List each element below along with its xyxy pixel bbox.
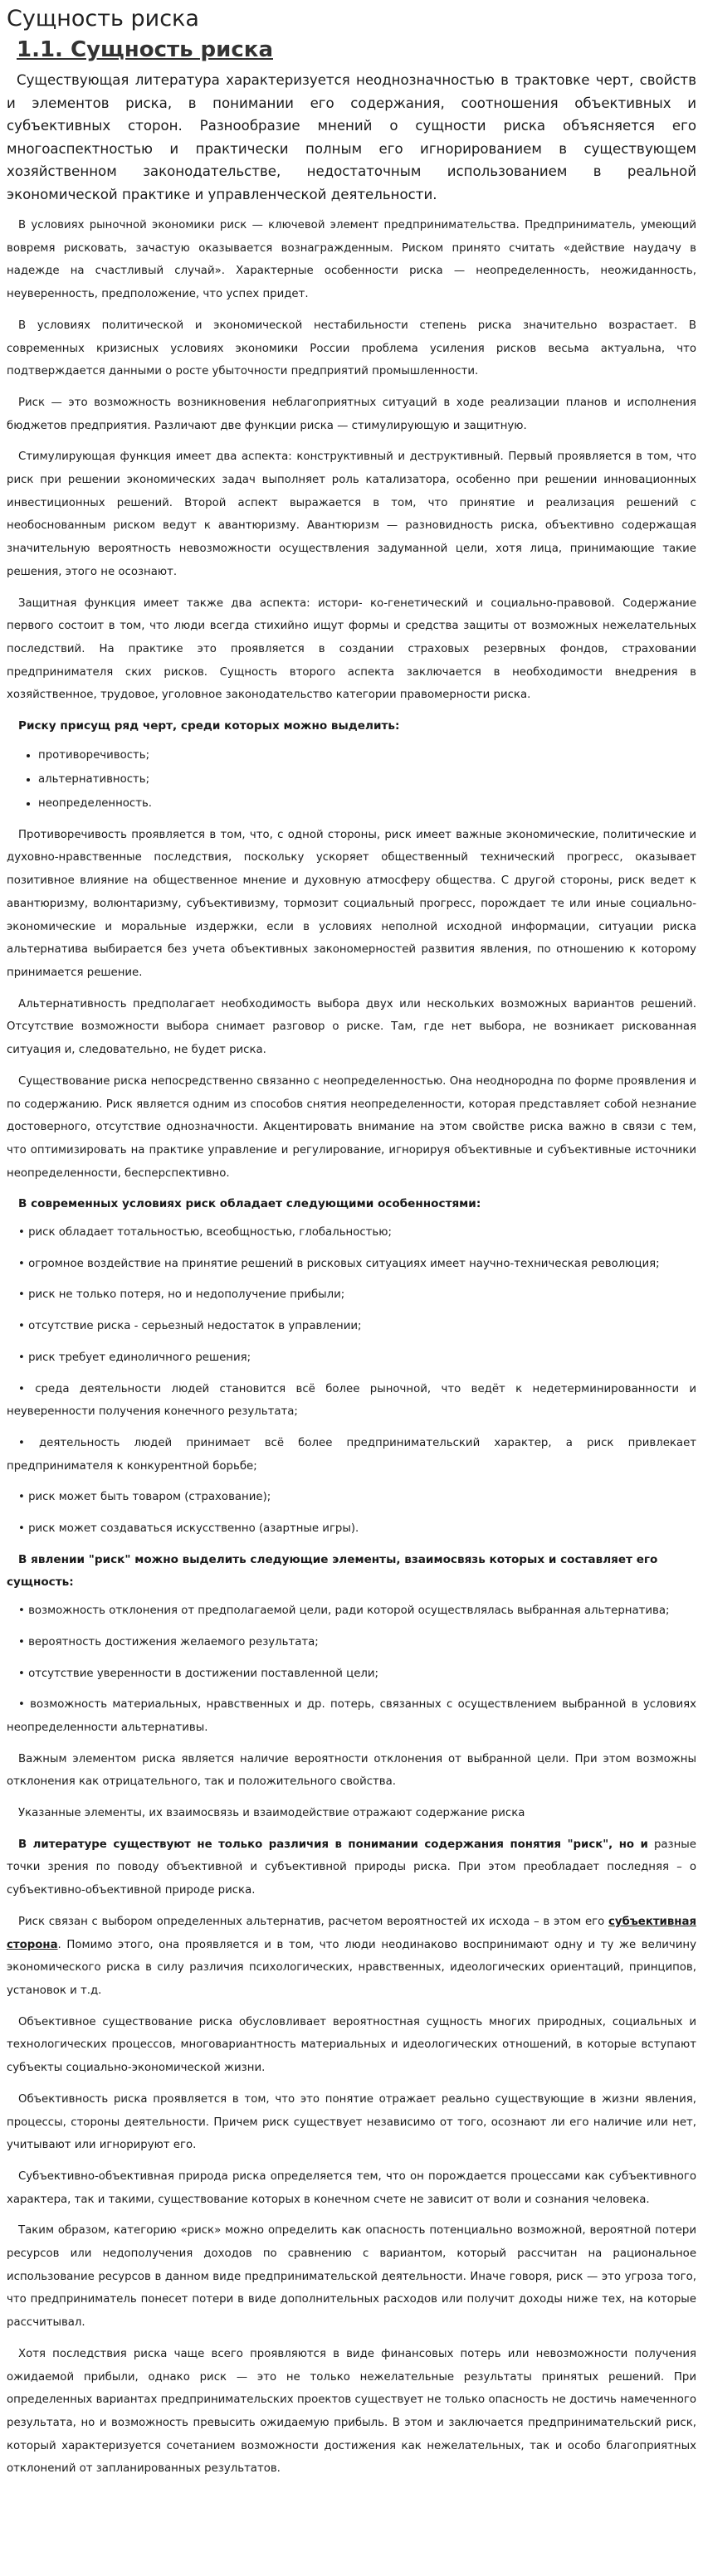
list-item: • риск обладает тотальностью, всеобщностью, глобальностью; — [18, 1226, 392, 1239]
text-run: разные точки зрения по поводу объективной и субъективной природы риска. При этом преобладает последняя – о субъективно-объективной природе риска. — [7, 1838, 696, 1897]
paragraph-dual-nature — [7, 1833, 696, 1902]
list-item: • риск требует единоличного решения; — [18, 1351, 251, 1364]
paragraph: Противоречивость проявляется в том, что, с одной стороны, риск имеет важные экономические, политические и духовно-нравственные последствия, поскольку ускоряет общественный технический прогресс, оказывает позитивное влияние на общественное мнение и духовную атмосферу общества. С другой стороны, риск ведет к авантюризму, волюнтаризму, субъективизму, тормозит социальный прогресс, порождает те или иные социально-экономические и моральные издержки, если в условиях неполной исходной информации, ситуации риска альтернатива выбирается без учета объективных закономерностей развития явления, по отношению к которому принимается решение. — [7, 828, 696, 979]
elements-heading: В явлении "риск" можно выделить следующие элементы, взаимосвязь которых и составляет его сущность: — [7, 1552, 658, 1590]
paragraph: Важным элементом риска является наличие вероятности отклонения от выбранной цели. При этом возможны отклонения как отрицательного, так и положительного свойства. — [7, 1752, 696, 1789]
list-item: • отсутствие риска - серьезный недостаток в управлении; — [18, 1320, 362, 1333]
paragraph: Защитная функция имеет также два аспекта: истори- ко-генетический и социально-правовой. Содержание первого состоит в том, что люди всегда стихийно ищут формы и средства защиты от возможных нежелательных последствий. На практике это проявляется в создании страховых резервных фондов, страховании предпринимателя ских рисков. Сущность второго аспекта заключается в необходимости внедрения в хозяйственное, трудовое, уголовное законодательство категории правомерности риска. — [7, 597, 696, 702]
text-run: . Помимо этого, она проявляется и в том, что люди неодинаково воспринимают одну и ту же величину экономического риска в силу различия психологических, нравственных, идеологических ориентаций, принципов, установок и т.д. — [7, 1938, 696, 1997]
list-item: • риск может создаваться искусственно (азартные игры). — [18, 1522, 359, 1536]
document-title: Сущность риска — [7, 6, 199, 32]
list-item: • альтернативность; — [38, 767, 696, 791]
list-item: • неопределенность. — [38, 791, 696, 816]
list-item: • среда деятельности людей становится всё более рыночной, что ведёт к недетерминированности и неуверенности получения конечного результата; — [7, 1382, 696, 1419]
list-item: • риск может быть товаром (страхование); — [18, 1491, 271, 1504]
features-list — [7, 743, 696, 816]
features-heading: Риску присущ ряд черт, среди которых можно выделить: — [18, 719, 400, 733]
list-item: • противоречивость; — [38, 743, 696, 767]
lead-paragraph: Существующая литература характеризуется неоднозначностью в трактовке черт, свойств и элементов риска, в понимании его содержания, соотношения объективных и субъективных сторон. Разнообразие мнений о сущности риска объясняется его многоаспектностью и практически полным его игнорированием в существующем хозяйственном законодательстве, недостаточным использованием в реальной экономической практике и управленческой деятельности. — [7, 72, 696, 202]
list-item: • возможность отклонения от предполагаемой цели, ради которой осуществлялась выбранная альтернатива; — [18, 1605, 670, 1618]
paragraph: В условиях политической и экономической нестабильности степень риска значительно возрастает. В современных кризисных условиях экономики России проблема усиления рисков весьма актуальна, что подтверждается данными о росте убыточности предприятий промышленности. — [7, 319, 696, 378]
list-item: • вероятность достижения желаемого результата; — [18, 1635, 319, 1648]
paragraph: В условиях рыночной экономики риск — ключевой элемент предпринимательства. Предприниматель, умеющий вовремя рисковать, зачастую оказывается вознагражденным. Риском принято считать «действие наудачу в надежде на счастливый случай». Характерные особенности риска — неопределенность, неожиданность, неуверенность, предположение, что успех придет. — [7, 219, 696, 301]
paragraph: Стимулирующая функция имеет два аспекта: конструктивный и деструктивный. Первый проявляется в том, что риск при решении экономических задач выполняет роль катализатора, особенно при решении инновационных инвестиционных решений. Второй аспект выражается в том, что принятие и реализация решений с необоснованным риском ведут к авантюризму. Авантюризм — разновидность риска, объективно содержащая значительную вероятность невозможности осуществления задуманной цели, хотя лица, принимающие такие решения, этого не осознают. — [7, 450, 696, 578]
paragraph: Альтернативность предполагает необходимость выбора двух или нескольких возможных вариантов решений. Отсутствие возможности выбора снимает разговор о риске. Там, где нет выбора, не возникает рискованная ситуация и, следовательно, не будет риска. — [7, 997, 696, 1057]
paragraph: Субъективно-объективная природа риска определяется тем, что он порождается процессами как субъективного характера, так и такими, существование которых в конечном счете не зависит от воли и сознания человека. — [7, 2169, 696, 2206]
list-item: • деятельность людей принимает всё более предпринимательский характер, а риск привлекает предпринимателя к конкурентной борьбе; — [7, 1436, 696, 1473]
paragraph: Объективное существование риска обусловливает вероятностная сущность многих природных, социальных и технологических процессов, многовариантность материальных и идеологических отношений, в которые вступают субъекты социально-экономической жизни. — [7, 2015, 696, 2075]
paragraph: Существование риска непосредственно связанно с неопределенностью. Она неоднородна по форме проявления и по содержанию. Риск является одним из способов снятия неопределенности, которая представляет собой незнание достоверного, отсутствие однозначности. Акцентировать внимание на этом свойстве риска важно в связи с тем, что оптимизировать на практике управление и регулирование, игнорируя объективные и субъективные источники неопределенности, бесперспективно. — [7, 1074, 696, 1180]
bold-lead: В литературе существуют не только различия в понимании содержания понятия "риск", но и — [18, 1838, 648, 1851]
paragraph: Объективность риска проявляется в том, что это понятие отражает реально существующие в жизни явления, процессы, стороны деятельности. Причем риск существует независимо от того, осознают ли его наличие или нет, учитывают или игнорируют его. — [7, 2092, 696, 2152]
paragraph: Хотя последствия риска чаще всего проявляются в виде финансовых потерь или невозможности получения ожидаемой прибыли, однако риск — это не только нежелательные результаты принятых решений. При определенных вариантах предпринимательских проектов существует не только опасность не достичь намеченного результата, но и возможность превысить ожидаемую прибыль. В этом и заключается предпринимательский риск, который характеризуется сочетанием возможности достижения как нежелательных, так и особо благоприятных отклонений от запланированных результатов. — [7, 2347, 696, 2476]
list-item: • риск не только потеря, но и недополучение прибыли; — [18, 1288, 345, 1302]
key-term: субъективная сторона — [7, 1915, 696, 1951]
text-run: Риск связан с выбором определенных альтернатив, расчетом вероятностей их исхода – в этом его — [18, 1915, 608, 1928]
paragraph: Риск — это возможность возникновения неблагоприятных ситуаций в ходе реализации планов и исполнения бюджетов предприятия. Различают две функции риска — стимулирующую и защитную. — [7, 396, 696, 432]
paragraph-subjective — [7, 1911, 696, 2003]
list-item: • возможность материальных, нравственных и др. потерь, связанных с осуществлением выбранной в условиях неопределенности альтернативы. — [7, 1698, 696, 1734]
modern-features-heading: В современных условиях риск обладает следующими особенностями: — [18, 1197, 481, 1211]
list-item: • отсутствие уверенности в достижении поставленной цели; — [18, 1667, 379, 1680]
paragraph: Указанные элементы, их взаимосвязь и взаимодействие отражают содержание риска — [18, 1807, 525, 1820]
list-item: • огромное воздействие на принятие решений в рисковых ситуациях имеет научно-техническая революция; — [18, 1257, 660, 1270]
section-title: 1.1. Сущность риска — [17, 37, 273, 62]
paragraph: Таким образом, категорию «риск» можно определить как опасность потенциально возможной, вероятной потери ресурсов или недополучения доходов по сравнению с вариантом, который рассчитан на рациональное использование ресурсов в данном виде предпринимательской деятельности. Иначе говоря, риск — это угроза того, что предприниматель понесет потери в виде дополнительных расходов или получит доходы ниже тех, на которые рассчитывал. — [7, 2224, 696, 2330]
